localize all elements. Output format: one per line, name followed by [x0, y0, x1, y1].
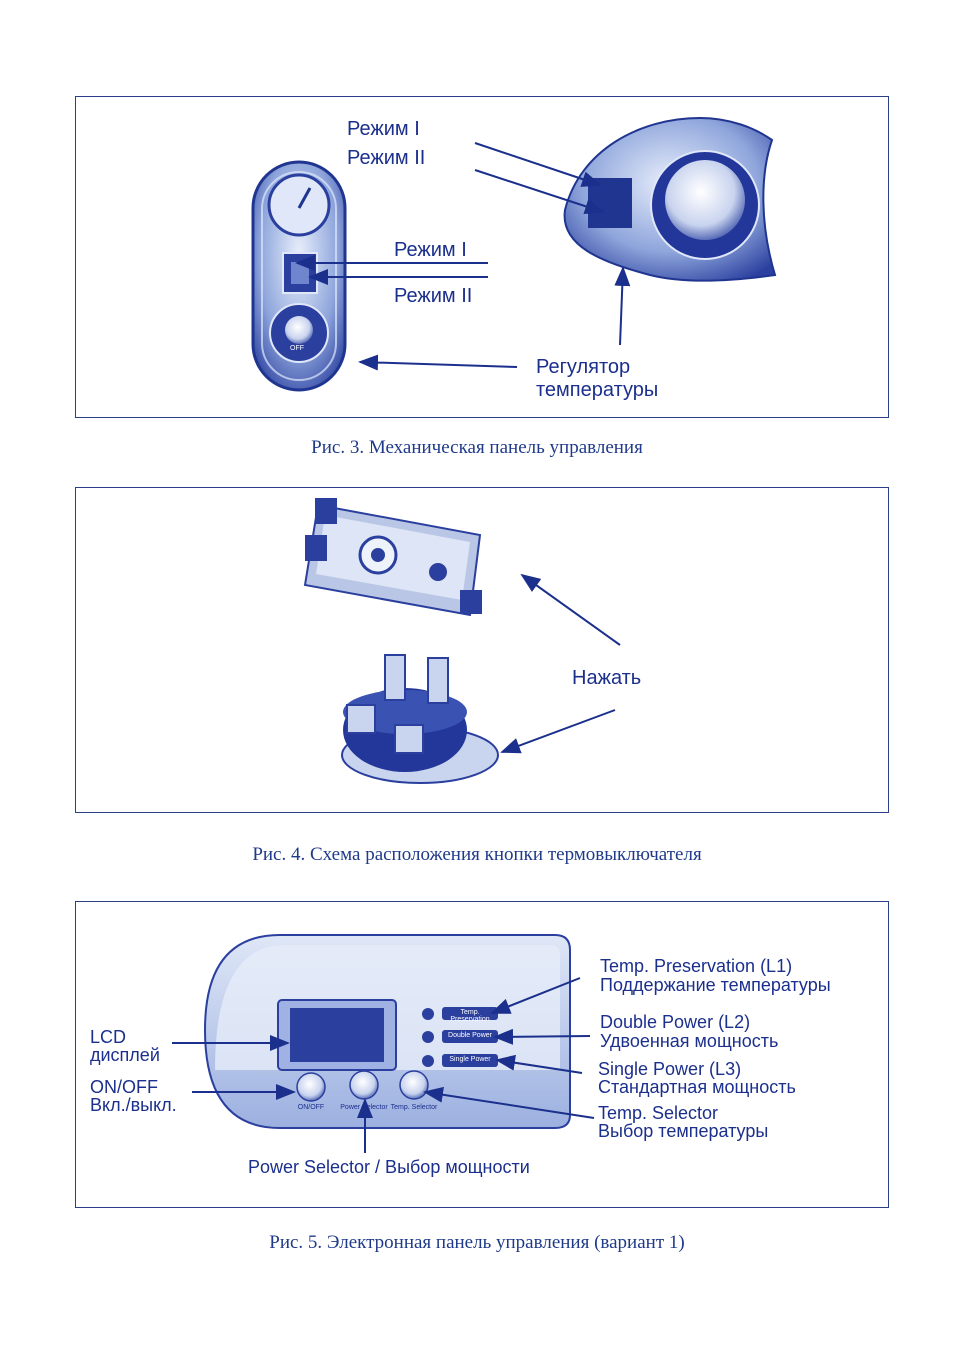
- led-double-power: [422, 1031, 434, 1043]
- label-mode1: Режим I: [394, 239, 467, 261]
- label-onoff-en: ON/OFF: [90, 1077, 158, 1097]
- arrow-double-power: [495, 1036, 590, 1037]
- led-single-power: [422, 1055, 434, 1067]
- temp-selector-button-icon: [400, 1071, 428, 1099]
- panel-btn-power-text: Power Selector: [340, 1104, 388, 1111]
- label-temp-selector-en: Temp. Selector: [598, 1103, 719, 1123]
- label-lcd-en: LCD: [90, 1027, 127, 1047]
- label-regulator-line2: температуры: [536, 379, 659, 401]
- led-temp-preservation: [422, 1008, 434, 1020]
- electronic-panel: [205, 935, 570, 1128]
- label-mode1-top: Режим I: [347, 118, 420, 140]
- label-power-selector: Power Selector / Выбор мощности: [248, 1157, 530, 1177]
- panel-btn-temp-text: Temp. Selector: [390, 1104, 438, 1111]
- lcd-screen: [290, 1008, 384, 1062]
- figure3-caption: Рис. 3. Механическая панель управления: [311, 437, 643, 458]
- dial-off-text: OFF: [290, 345, 304, 352]
- onoff-button-icon: [297, 1073, 325, 1101]
- label-single-power-ru: Стандартная мощность: [598, 1077, 796, 1097]
- label-double-power-en: Double Power (L2): [600, 1012, 751, 1032]
- figure4-caption: Рис. 4. Схема расположения кнопки термовыключателя: [252, 844, 702, 865]
- label-regulator-line1: Регулятор: [536, 356, 631, 378]
- label-mode2-top: Режим II: [347, 147, 426, 169]
- label-press: Нажать: [572, 667, 642, 689]
- figure5-caption: Рис. 5. Электронная панель управления (вариант 1): [269, 1232, 685, 1253]
- label-temp-selector-ru: Выбор температуры: [598, 1121, 769, 1141]
- label-lcd-ru: дисплей: [90, 1045, 160, 1065]
- label-onoff-ru: Вкл./выкл.: [90, 1095, 177, 1115]
- panel-tag-single-power: Single Power: [449, 1056, 491, 1063]
- panel-tag-temp-preservation: Temp. Preservation: [450, 1009, 490, 1023]
- label-temp-preservation-ru: Поддержание температуры: [600, 975, 831, 995]
- power-selector-button-icon: [350, 1071, 378, 1099]
- label-mode2: Режим II: [394, 285, 473, 307]
- label-temp-preservation-en: Temp. Preservation (L1): [600, 956, 793, 976]
- label-single-power-en: Single Power (L3): [598, 1059, 742, 1079]
- label-double-power-ru: Удвоенная мощность: [600, 1031, 779, 1051]
- panel-btn-onoff-text: ON/OFF: [297, 1104, 325, 1111]
- panel-tag-double-power: Double Power: [448, 1032, 492, 1039]
